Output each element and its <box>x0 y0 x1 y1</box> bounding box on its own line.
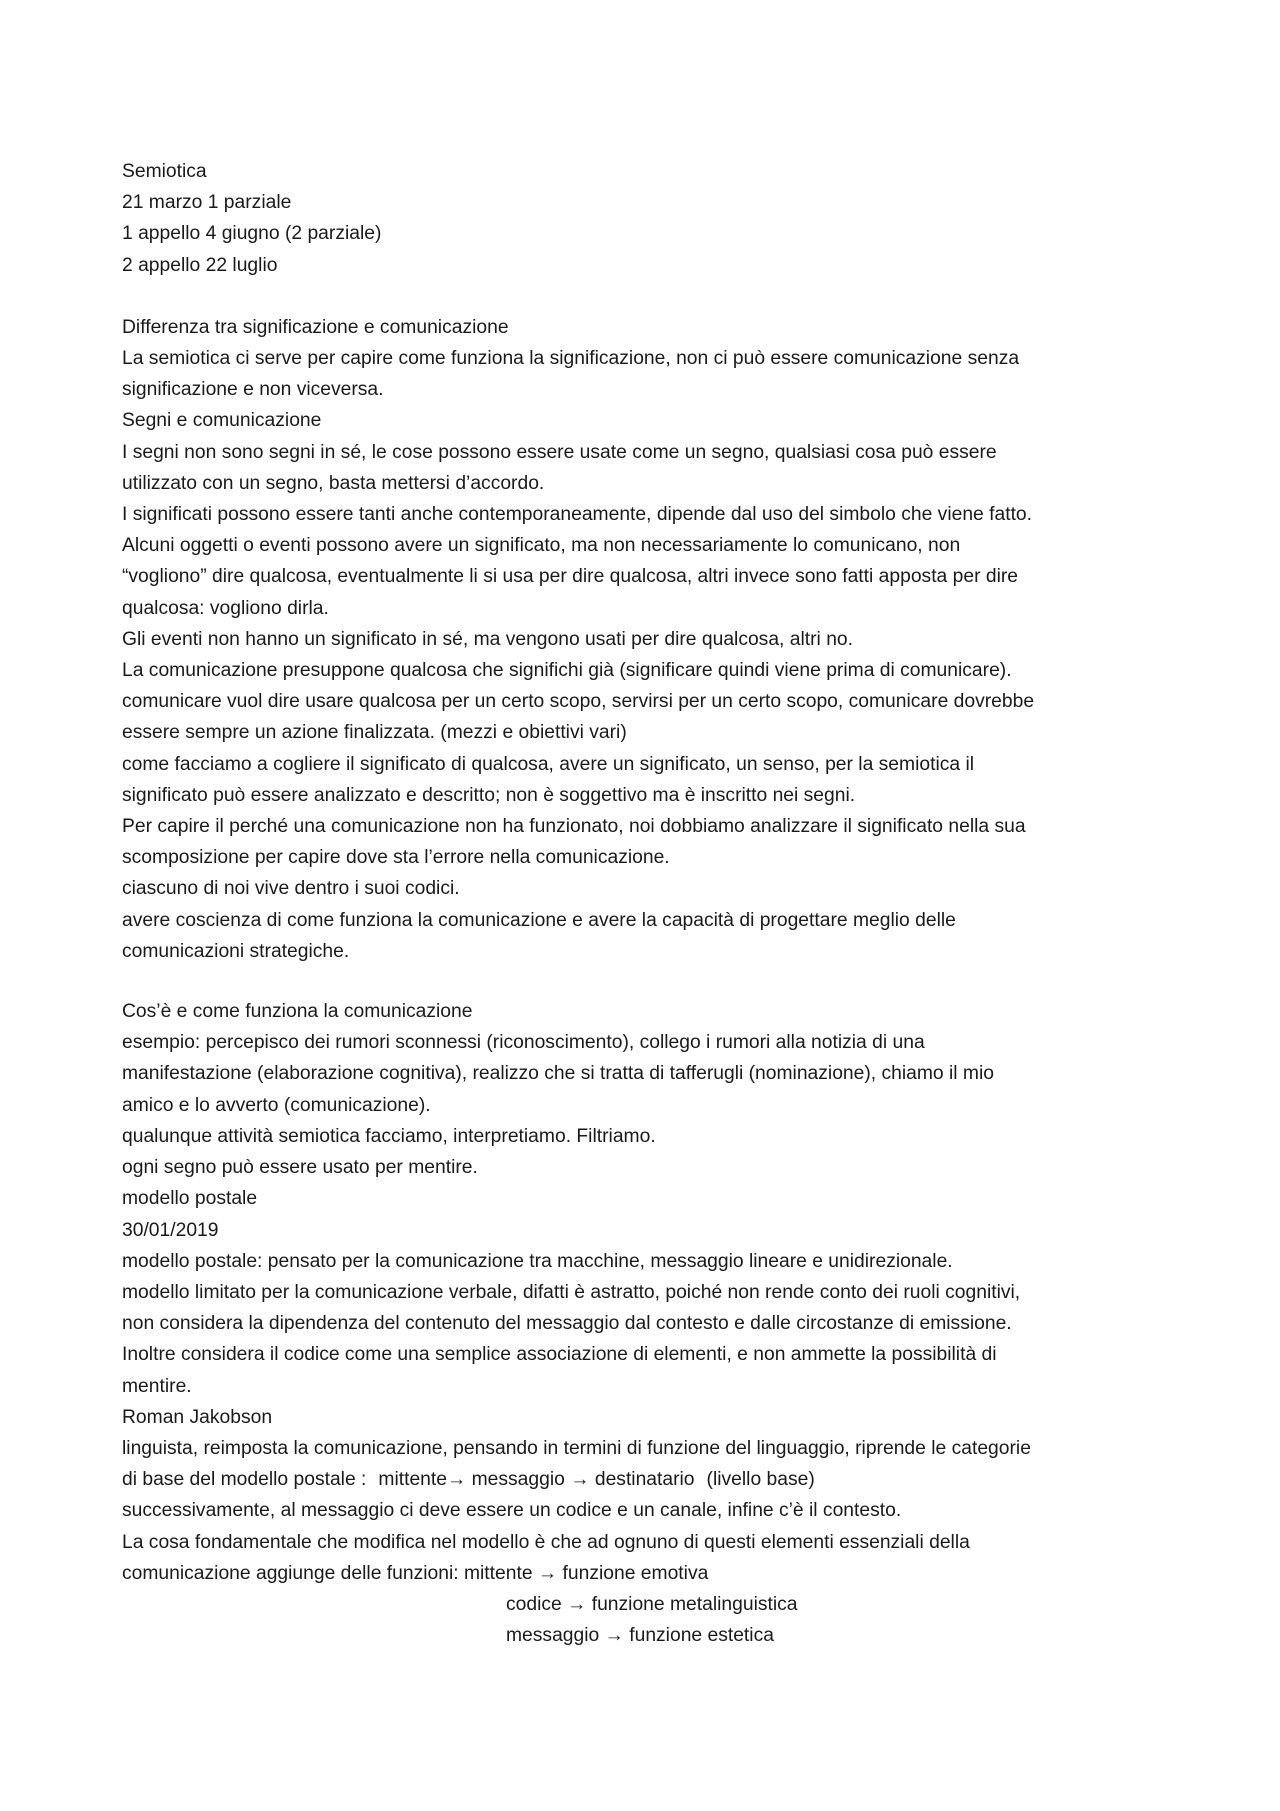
header-block <box>122 156 1182 281</box>
text-line: manifestazione (elaborazione cognitiva), realizzo che si tratta di tafferugli (nominazione), chiamo il mio <box>122 1063 995 1085</box>
text-line: Gli eventi non hanno un significato in sé, ma vengono usati per dire qualcosa, altri no. <box>122 628 853 650</box>
text-line: I significati possono essere tanti anche contemporaneamente, dipende dal uso del simbolo che viene fatto. <box>122 504 1033 526</box>
text-line: qualcosa: vogliono dirla. <box>122 597 329 619</box>
model-chain-suffix: (livello base) <box>706 1469 815 1491</box>
text-line: I segni non sono segni in sé, le cose possono essere usate come un segno, qualsiasi cosa può essere <box>122 441 997 463</box>
text-line: come facciamo a cogliere il significato di qualcosa, avere un significato, un senso, per la semiotica il <box>122 753 975 775</box>
section-heading: Cos’è e come funziona la comunicazione <box>122 1001 473 1023</box>
section-heading: Roman Jakobson <box>122 1406 273 1428</box>
document-page <box>122 156 1182 1651</box>
section-comunicazione <box>122 996 1182 1651</box>
function-item: mittente → funzione emotiva <box>463 1562 709 1584</box>
model-chain-prefix: di base del modello postale : <box>122 1469 367 1491</box>
section-heading: Segni e comunicazione <box>122 410 322 432</box>
text-line: scomposizione per capire dove sta l’errore nella comunicazione. <box>122 847 670 869</box>
text-line: significato può essere analizzato e descritto; non è soggettivo ma è inscritto nei segni. <box>122 784 856 806</box>
functions-prefix: comunicazione aggiunge delle funzioni: <box>122 1562 459 1584</box>
text-line: successivamente, al messaggio ci deve essere un codice e un canale, infine c’è il contesto. <box>122 1500 902 1522</box>
text-line: 1 appello 4 giugno (2 parziale) <box>122 223 382 245</box>
date-line: 30/01/2019 <box>122 1219 219 1241</box>
text-line: comunicare vuol dire usare qualcosa per un certo scopo, servirsi per un certo scopo, comunicare dovrebbe <box>122 691 1035 713</box>
text-line: “vogliono” dire qualcosa, eventualmente li si usa per dire qualcosa, altri invece sono fatti apposta per dire <box>122 566 1019 588</box>
function-item: messaggio → funzione estetica <box>506 1625 774 1647</box>
model-chain: mittente→ messaggio → destinatario <box>378 1469 695 1491</box>
section-significazione <box>122 312 1182 967</box>
text-line: 21 marzo 1 parziale <box>122 192 292 214</box>
text-line: mentire. <box>122 1375 192 1397</box>
text-line: linguista, reimposta la comunicazione, pensando in termini di funzione del linguaggio, riprende le categorie <box>122 1437 1031 1459</box>
functions-line <box>122 1558 1182 1589</box>
text-line: esempio: percepisco dei rumori sconnessi (riconoscimento), collego i rumori alla notizia di una <box>122 1032 925 1054</box>
section-heading: modello postale <box>122 1188 258 1210</box>
text-line: La cosa fondamentale che modifica nel modello è che ad ognuno di questi elementi essenziali della <box>122 1531 970 1553</box>
function-item: codice → funzione metalinguistica <box>506 1593 798 1615</box>
document-title: Semiotica <box>122 161 207 182</box>
text-line: modello limitato per la comunicazione verbale, difatti è astratto, poiché non rende conto dei ruoli cognitivi, <box>122 1281 1021 1303</box>
text-line: amico e lo avverto (comunicazione). <box>122 1094 431 1116</box>
text-line: ciascuno di noi vive dentro i suoi codici. <box>122 878 460 900</box>
model-chain-line <box>122 1464 1182 1495</box>
text-line: Per capire il perché una comunicazione non ha funzionato, noi dobbiamo analizzare il significato nella sua <box>122 816 1026 838</box>
text-line: Alcuni oggetti o eventi possono avere un significato, ma non necessariamente lo comunicano, non <box>122 535 961 557</box>
section-heading: Differenza tra significazione e comunicazione <box>122 316 509 338</box>
text-line: ogni segno può essere usato per mentire. <box>122 1157 478 1179</box>
text-line: La comunicazione presuppone qualcosa che significhi già (significare quindi viene prima di comunicare). <box>122 660 1012 682</box>
text-line: non considera la dipendenza del contenuto del messaggio dal contesto e dalle circostanze di emissione. <box>122 1313 1012 1335</box>
text-line: modello postale: pensato per la comunicazione tra macchine, messaggio lineare e unidirezionale. <box>122 1250 953 1272</box>
text-line: essere sempre un azione finalizzata. (mezzi e obiettivi vari) <box>122 722 627 744</box>
text-line: Inoltre considera il codice come una semplice associazione di elementi, e non ammette la possibilità di <box>122 1344 997 1366</box>
text-line: avere coscienza di come funziona la comunicazione e avere la capacità di progettare meglio delle <box>122 909 956 931</box>
text-line: significazione e non viceversa. <box>122 379 384 401</box>
text-line: comunicazioni strategiche. <box>122 940 350 962</box>
text-line: qualunque attività semiotica facciamo, interpretiamo. Filtriamo. <box>122 1125 656 1147</box>
text-line: utilizzato con un segno, basta mettersi d’accordo. <box>122 472 545 494</box>
text-line: La semiotica ci serve per capire come funziona la significazione, non ci può essere comunicazione senza <box>122 348 1020 370</box>
text-line: 2 appello 22 luglio <box>122 254 278 276</box>
